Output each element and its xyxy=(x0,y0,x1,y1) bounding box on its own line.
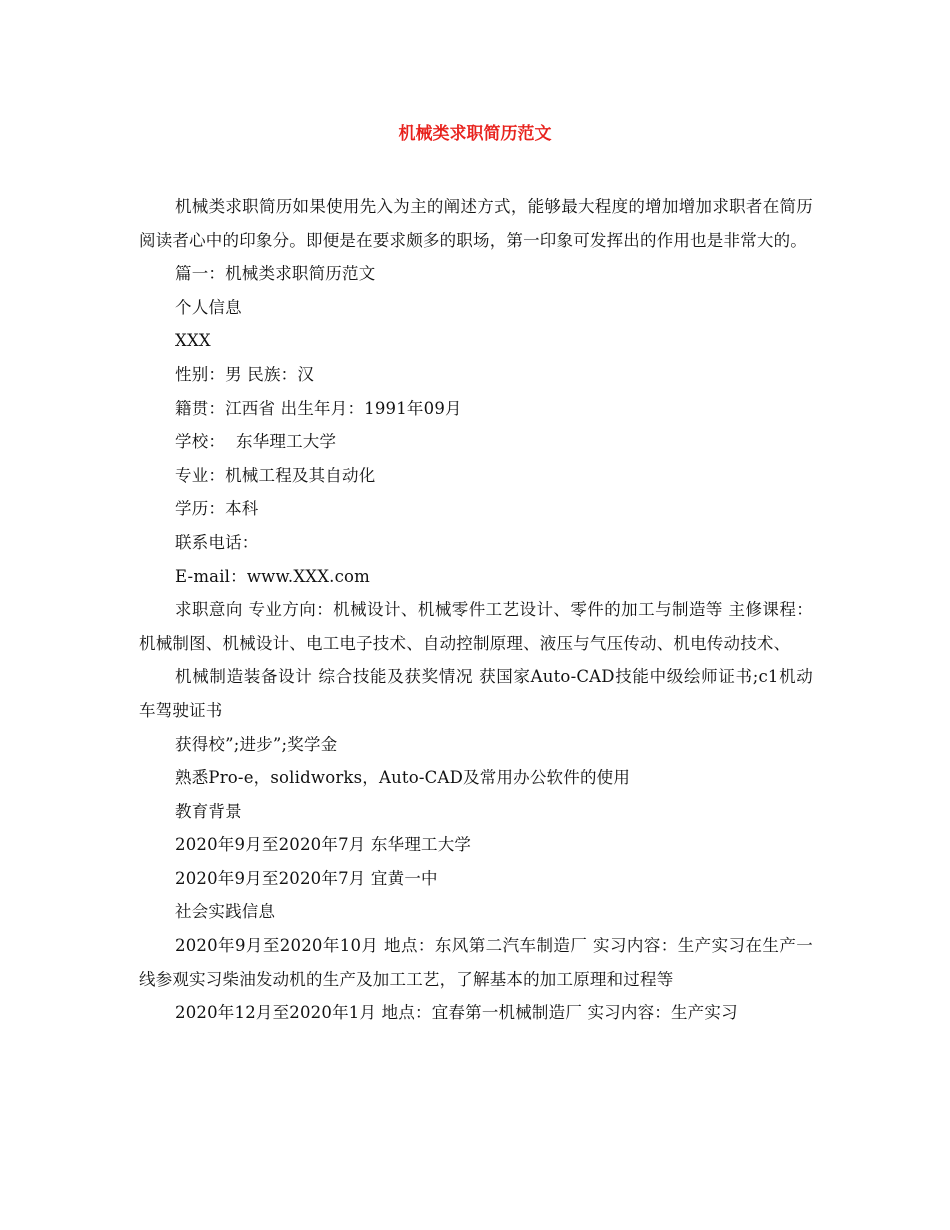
practice-heading: 社会实践信息 xyxy=(175,902,276,922)
degree-line: 学历：本科 xyxy=(175,499,259,519)
gender-ethnicity-line: 性别：男 民族：汉 xyxy=(175,364,315,384)
phone-line: 联系电话： xyxy=(175,532,259,552)
email-line: E-mail：www.XXX.com xyxy=(175,566,371,586)
award-line: 获得校”;进步”;奖学金 xyxy=(175,734,338,754)
skills-paragraph: 机械制造装备设计 综合技能及获奖情况 获国家Auto-CAD技能中级绘师证书;c1机动车驾驶证书 xyxy=(139,667,813,720)
origin-birth-line: 籍贯：江西省 出生年月：1991年09月 xyxy=(175,398,462,418)
practice-paragraph-1: 2020年9月至2020年10月 地点：东风第二汽车制造厂 实习内容：生产实习在生产一线参观实习柴油发动机的生产及加工工艺，了解基本的加工原理和过程等 xyxy=(139,936,813,989)
section-heading: 篇一：机械类求职简历范文 xyxy=(175,264,376,284)
document-body xyxy=(139,190,813,1030)
intro-paragraph: 机械类求职简历如果使用先入为主的阐述方式，能够最大程度的增加增加求职者在简历阅读者心中的印象分。即便是在要求颇多的职场，第一印象可发挥出的作用也是非常大的。 xyxy=(139,197,813,250)
practice-paragraph-2: 2020年12月至2020年1月 地点：宜春第一机械制造厂 实习内容：生产实习 xyxy=(175,1003,738,1023)
education-item: 2020年9月至2020年7月 宜黄一中 xyxy=(175,868,438,888)
major-line: 专业：机械工程及其自动化 xyxy=(175,465,376,485)
personal-info-heading: 个人信息 xyxy=(175,297,242,317)
name-line: XXX xyxy=(175,331,211,351)
software-line: 熟悉Pro-e，solidworks，Auto-CAD及常用办公软件的使用 xyxy=(175,768,631,788)
job-intent-paragraph: 求职意向 专业方向：机械设计、机械零件工艺设计、零件的加工与制造等 主修课程：机械制图、机械设计、电工电子技术、自动控制原理、液压与气压传动、机电传动技术、 xyxy=(139,600,813,653)
school-line: 学校： 东华理工大学 xyxy=(175,432,337,452)
education-item: 2020年9月至2020年7月 东华理工大学 xyxy=(175,835,472,855)
document-title: 机械类求职简历范文 xyxy=(398,124,552,144)
education-heading: 教育背景 xyxy=(175,801,242,821)
